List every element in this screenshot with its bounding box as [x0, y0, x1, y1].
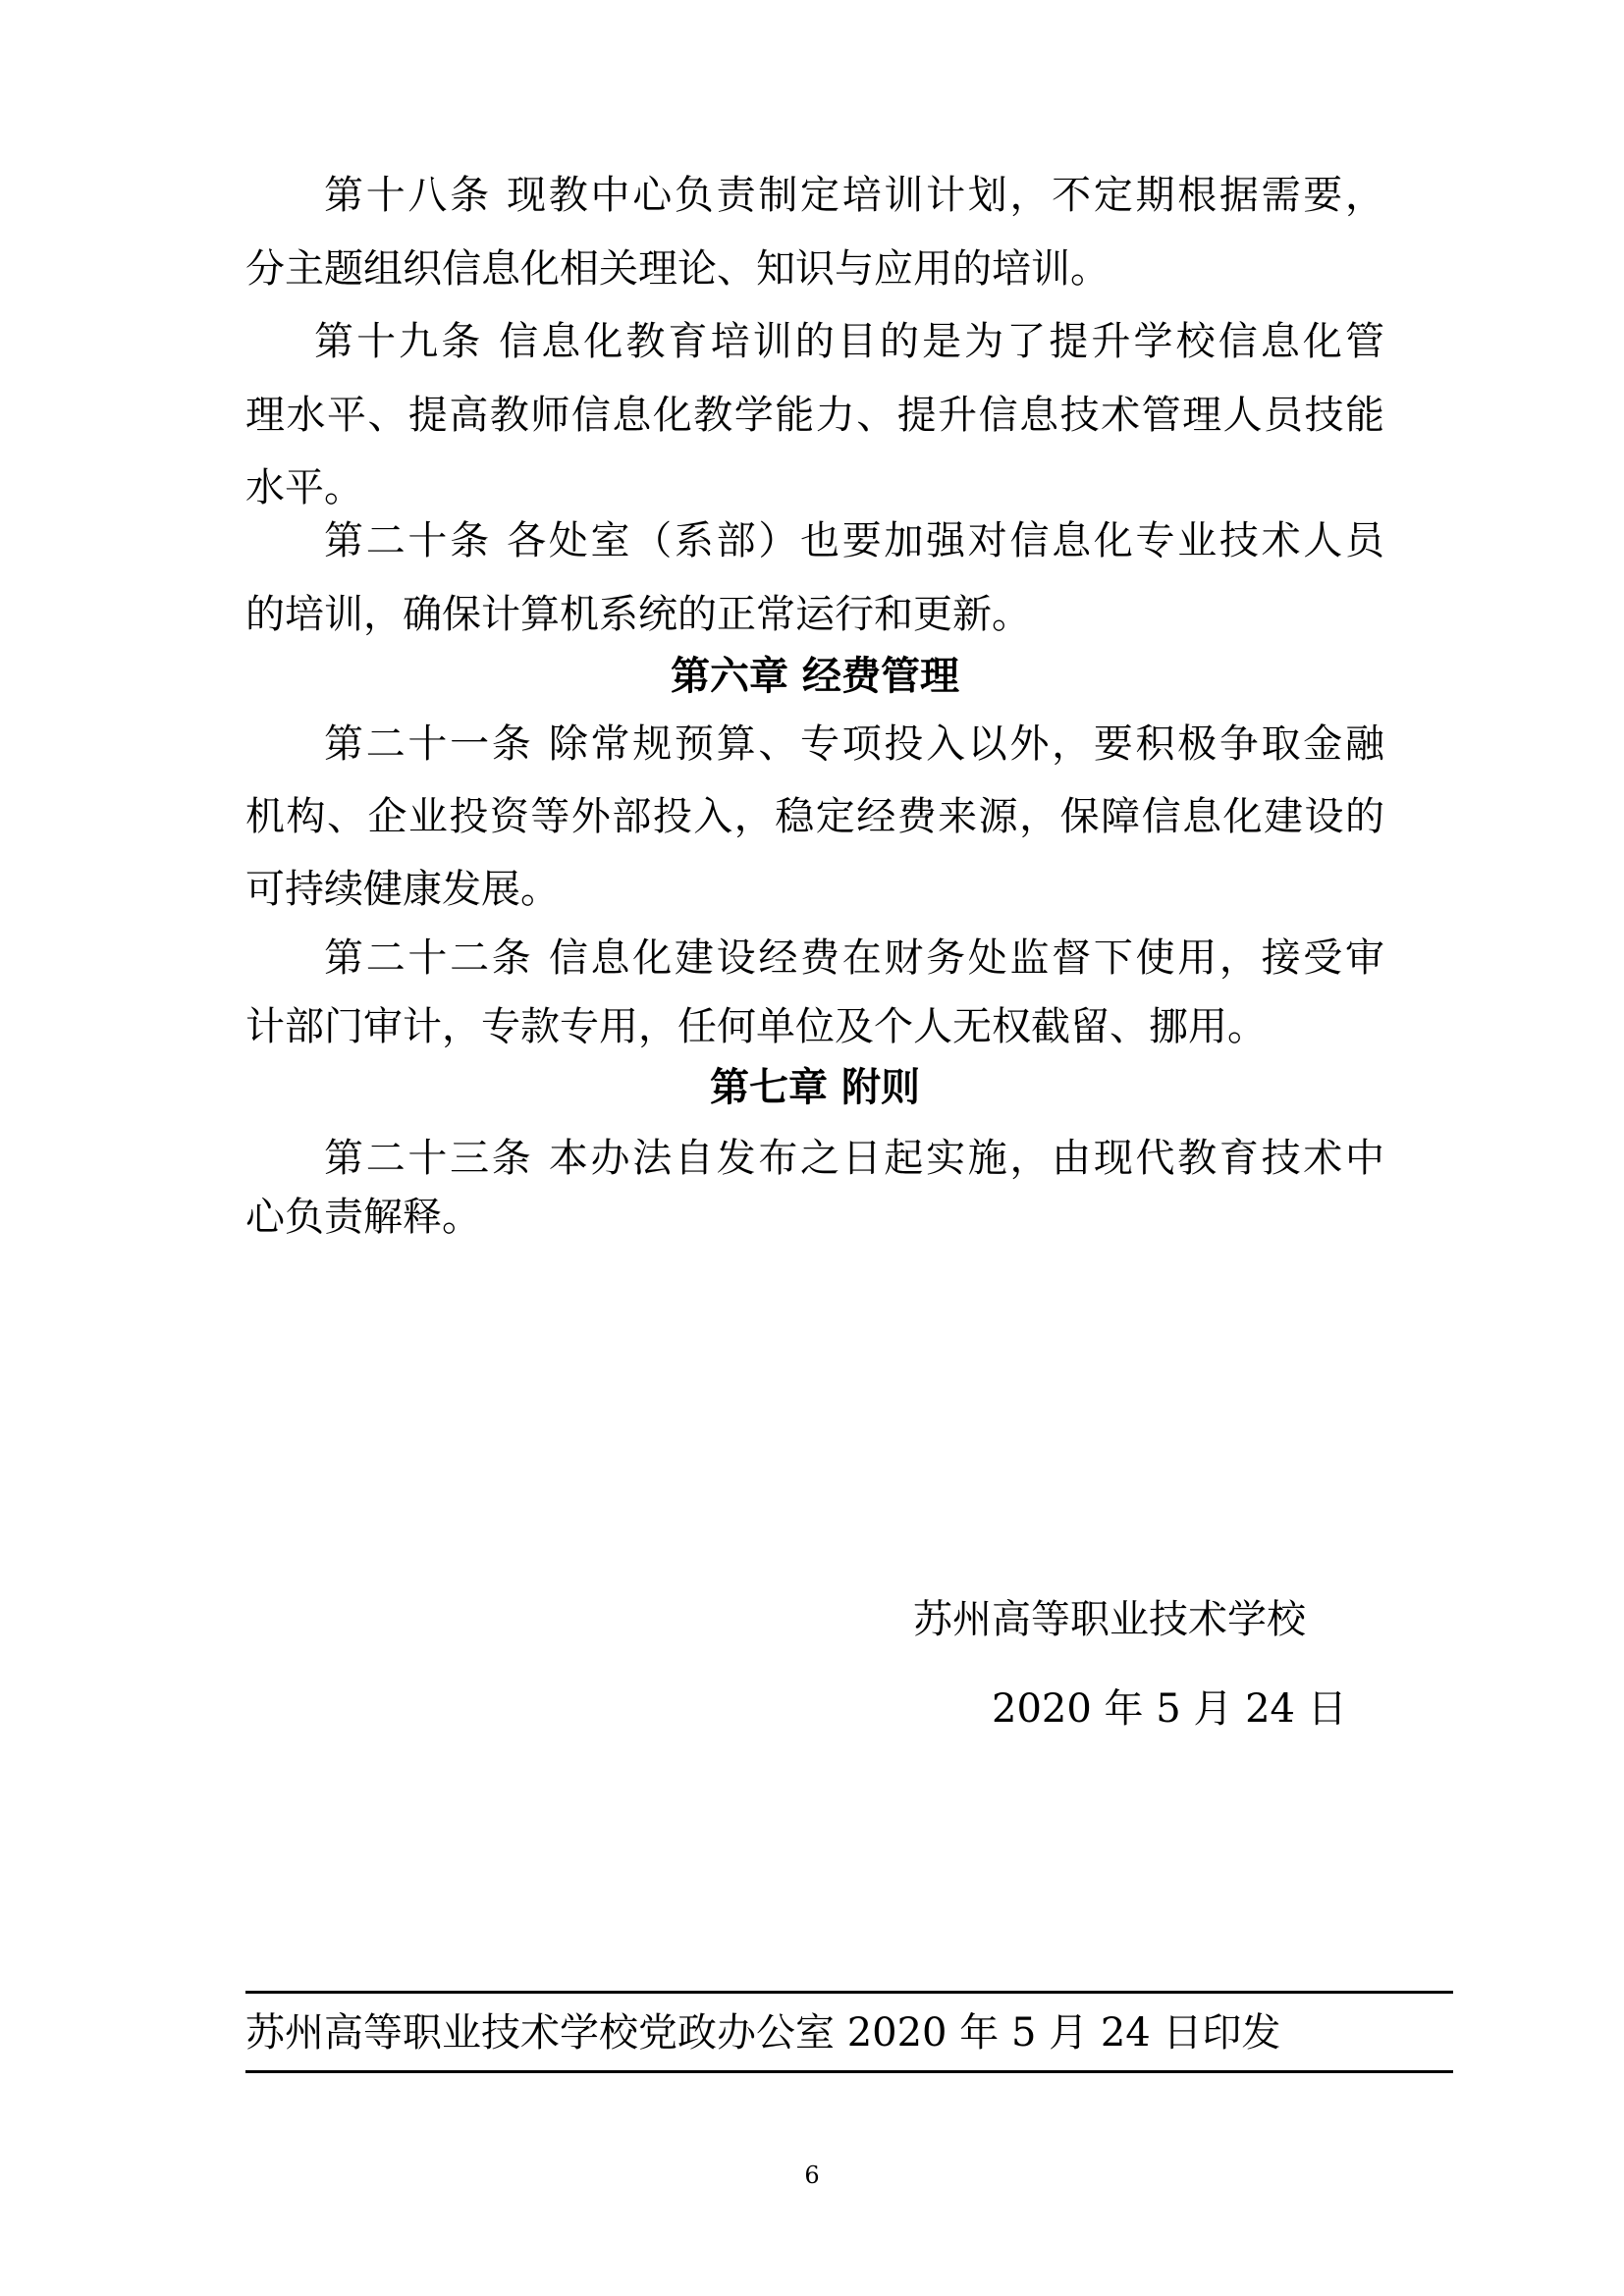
- footer-bottom-rule: [245, 2070, 1453, 2073]
- chapter-7-heading: 第七章 附则: [710, 1064, 920, 1110]
- article-22-line-2: 计部门审计，专款专用，任何单位及个人无权截留、挪用。: [245, 1004, 1267, 1049]
- article-19-line-1: 第十九条 信息化教育培训的目的是为了提升学校信息化管: [314, 319, 1384, 364]
- article-21-line-1: 第二十一条 除常规预算、专项投入以外，要积极争取金融: [324, 721, 1384, 767]
- article-19-line-3: 水平。: [245, 465, 363, 510]
- chapter-6-heading: 第六章 经费管理: [671, 653, 959, 699]
- article-23-line-1: 第二十三条 本办法自发布之日起实施，由现代教育技术中: [324, 1136, 1384, 1181]
- page-number: 6: [804, 2162, 820, 2189]
- article-21-line-3: 可持续健康发展。: [245, 867, 560, 912]
- signature-date: 2020 年 5 月 24 日: [992, 1686, 1347, 1732]
- article-20-line-2: 的培训，确保计算机系统的正常运行和更新。: [245, 592, 1031, 637]
- article-23-line-2: 心负责解释。: [245, 1195, 481, 1240]
- article-21-line-2: 机构、企业投资等外部投入，稳定经费来源，保障信息化建设的: [245, 794, 1384, 839]
- article-18-line-2: 分主题组织信息化相关理论、知识与应用的培训。: [245, 246, 1110, 292]
- article-22-line-1: 第二十二条 信息化建设经费在财务处监督下使用，接受审: [324, 935, 1384, 981]
- signature-organization: 苏州高等职业技术学校: [913, 1597, 1306, 1642]
- footer-issued-line: 苏州高等职业技术学校党政办公室 2020 年 5 月 24 日印发: [245, 2010, 1281, 2056]
- article-19-line-2: 理水平、提高教师信息化教学能力、提升信息技术管理人员技能: [245, 393, 1384, 438]
- article-20-line-1: 第二十条 各处室（系部）也要加强对信息化专业技术人员: [324, 518, 1384, 563]
- article-18-line-1: 第十八条 现教中心负责制定培训计划，不定期根据需要，: [324, 173, 1384, 218]
- footer-top-rule: [245, 1991, 1453, 1994]
